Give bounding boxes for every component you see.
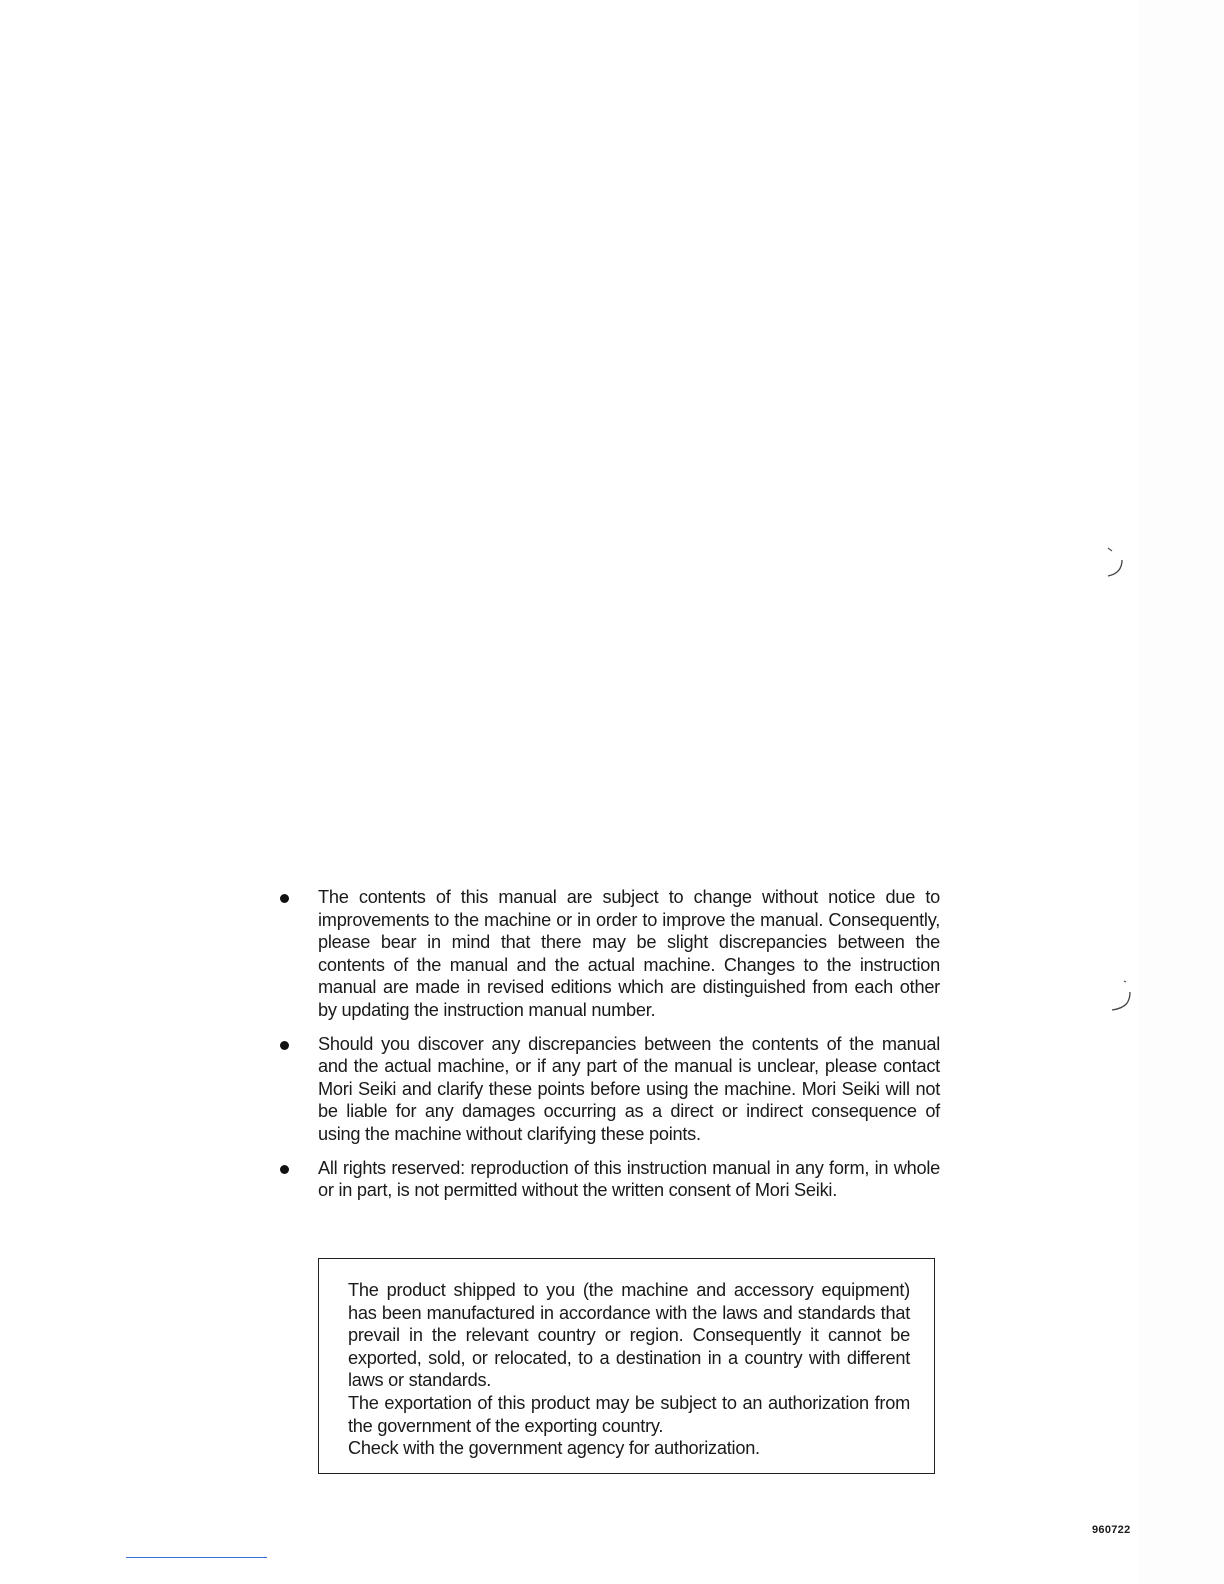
document-code: 960722 xyxy=(1092,1524,1131,1536)
bullet-icon xyxy=(280,894,289,903)
punch-hole-mark-icon xyxy=(1110,980,1136,1016)
notice-text: All rights reserved: reproduction of this instruction manual in any form, in whole or in part, is not permitted without the written consent of Mori Seiki. xyxy=(318,1157,940,1201)
footer-rule xyxy=(126,1557,267,1558)
list-item xyxy=(280,886,940,1022)
export-paragraph: The product shipped to you (the machine and accessory equipment) has been manufactured in accordance with the laws and standards that prevail in the relevant country or region. Consequently it cannot be exported, sold, or relocated, to a destination in a country with different laws or standards. xyxy=(348,1280,910,1391)
scan-margin-right xyxy=(1138,0,1224,1584)
punch-hole-mark-icon xyxy=(1104,546,1130,582)
export-notice-box xyxy=(318,1258,935,1474)
bullet-icon xyxy=(280,1041,289,1050)
notice-list xyxy=(280,886,940,1213)
export-paragraph: Check with the government agency for authorization. xyxy=(348,1438,760,1459)
notice-text: Should you discover any discrepancies between the contents of the manual and the actual machine, or if any part of the manual is unclear, please contact Mori Seiki and clarify these points before using the machine. Mori Seiki will not be liable for any damages occurring as a direct or indirect consequence of using the machine without clarifying these points. xyxy=(318,1033,940,1144)
list-item xyxy=(280,1157,940,1202)
bullet-icon xyxy=(280,1165,289,1174)
list-item xyxy=(280,1033,940,1146)
export-paragraph: The exportation of this product may be subject to an authorization from the government of the exporting country. xyxy=(348,1392,910,1436)
scan-margin-left xyxy=(0,0,70,1584)
notice-text: The contents of this manual are subject to change without notice due to improvements to the machine or in order to improve the manual. Consequently, please bear in mind that there may be slight discrepancies between the contents of the manual and the actual machine. Changes to the instruction manual are made in revised editions which are distinguished from each other by updating the instruction manual number. xyxy=(318,887,940,1020)
